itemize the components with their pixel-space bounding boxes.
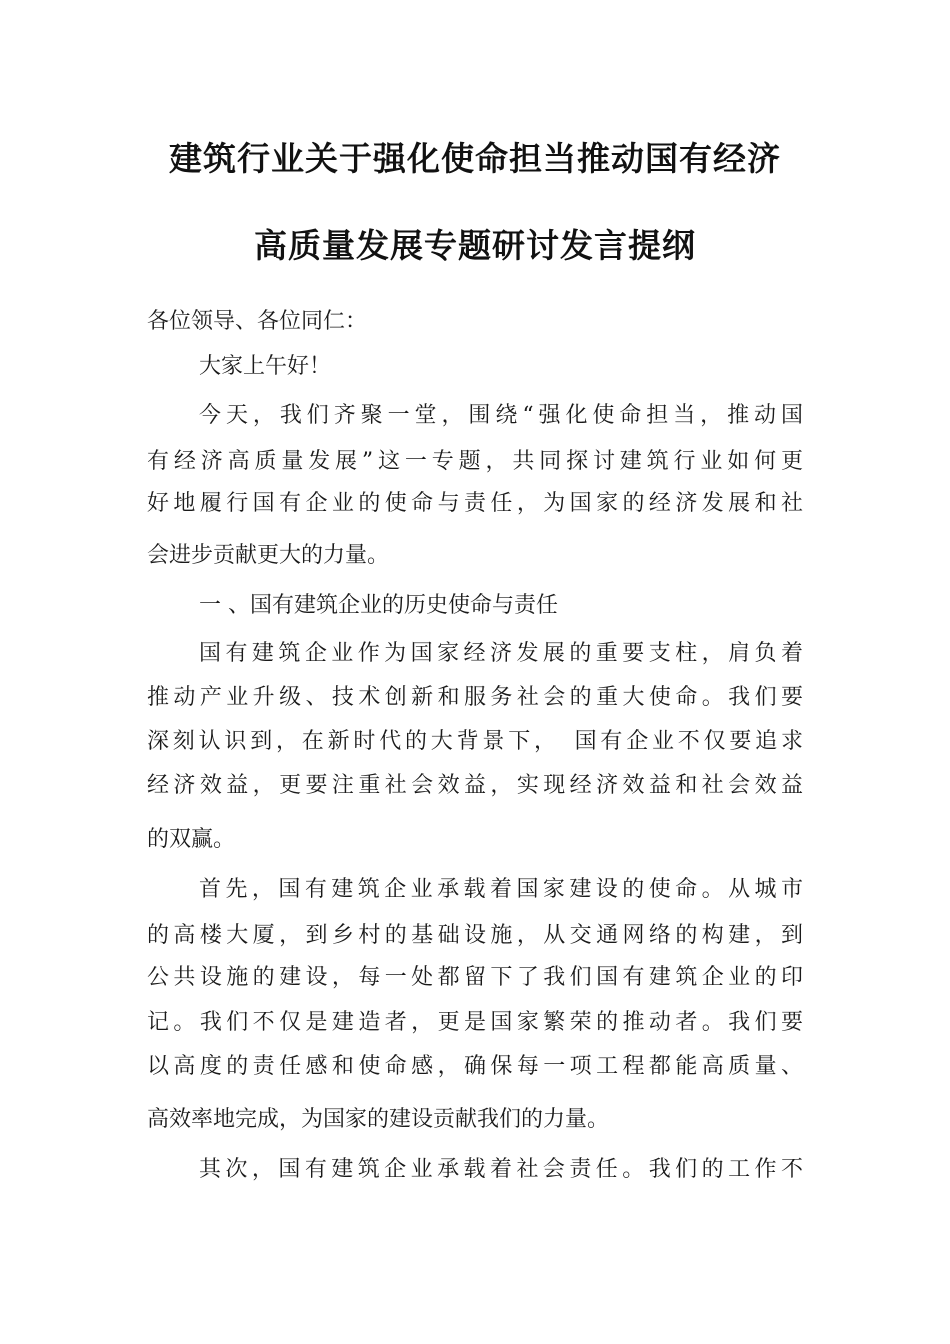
paragraph-line: 今天，我们齐聚一堂，围绕“强化使命担当，推动国 [199,403,803,428]
paragraph-line: 好地履行国有企业的使命与责任，为国家的经济发展和社 [147,491,803,516]
greeting: 大家上午好！ [199,354,332,379]
paragraph-line: 有经济高质量发展”这一专题，共同探讨建筑行业如何更 [147,449,803,474]
paragraph-line: 其次，国有建筑企业承载着社会责任。我们的工作不 [199,1157,803,1182]
document-title-line-1: 建筑行业关于强化使命担当推动国有经济 [169,139,781,178]
paragraph-line: 的高楼大厦，到乡村的基础设施，从交通网络的构建，到 [147,923,803,948]
salutation: 各位领导、各位同仁： [147,309,368,334]
paragraph-line: 公共设施的建设，每一处都留下了我们国有建筑企业的印 [147,965,803,990]
paragraph-line: 的双赢。 [147,827,236,852]
paragraph-line: 推动产业升级、技术创新和服务社会的重大使命。我们要 [147,685,803,710]
document-title-line-2: 高质量发展专题研讨发言提纲 [254,226,696,265]
paragraph-line: 国有建筑企业作为国家经济发展的重要支柱，肩负着 [199,641,803,666]
paragraph-line: 深刻认识到，在新时代的大背景下， 国有企业不仅要追求 [147,729,803,754]
paragraph-line: 会进步贡献更大的力量。 [147,543,390,568]
paragraph-line: 以高度的责任感和使命感，确保每一项工程都能高质量、 [147,1054,803,1079]
paragraph-line: 高效率地完成，为国家的建设贡献我们的力量。 [147,1107,610,1132]
section-heading: 一 、国有建筑企业的历史使命与责任 [199,593,558,618]
paragraph-line: 经济效益，更要注重社会效益，实现经济效益和社会效益 [147,773,803,798]
paragraph-line: 记。我们不仅是建造者，更是国家繁荣的推动者。我们要 [147,1010,803,1035]
paragraph-line: 首先，国有建筑企业承载着国家建设的使命。从城市 [199,877,803,902]
